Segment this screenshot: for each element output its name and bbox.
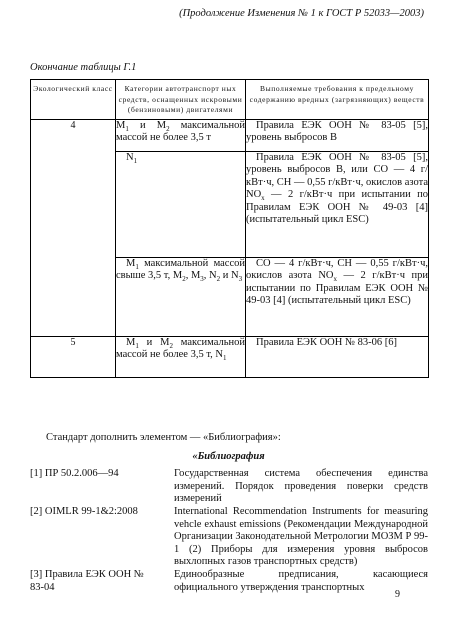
emission-class-table <box>30 79 429 378</box>
category-cell: $M_1$ и $M_2$ максимальной массой не более 3,5 т <box>116 119 246 151</box>
eco-class-cell: 4 <box>31 119 116 336</box>
requirement-cell: СО — 4 г/кВт·ч, СН — 0,55 г/кВт·ч, окислов азота $NO_x$ — 2 г/кВт·ч при испытании по Правилам ЕЭК ООН № 49-03 [4] (испытательный цикл ESC) <box>246 257 429 336</box>
reference-text: Государственная система обеспечения единства измерений. Порядок проведения поверки средств измерений <box>174 468 428 504</box>
bibliography-intro: Стандарт дополнить элементом — «Библиография»: <box>46 432 281 443</box>
reference-label: [1] ПР 50.2.006—94 <box>30 468 119 479</box>
category-cell: $N_1$ <box>116 151 246 257</box>
requirement-cell: Правила ЕЭК ООН № 83-05 [5], уровень выбросов В, или СО — 4 г/кВт·ч, СН — 0,55 г/кВт·ч, окислов азота $NO_x$ — 2 г/кВт·ч при испытании по Правилам ЕЭК ООН № 49-03 [4] (испытательный цикл ESC) <box>246 151 429 257</box>
table-continuation-title: Окончание таблицы Г.1 <box>30 62 137 73</box>
requirement-cell: Правила ЕЭК ООН № 83-05 [5], уровень выбросов В <box>246 119 429 151</box>
table-row <box>31 119 429 151</box>
eco-class-cell: 5 <box>31 336 116 377</box>
reference-text: International Recommendation Instruments for measuring vehcle exhaust emissions (Рекомендации Международной Организации Законодательной Метрологии МОЗМ Р 99-1 (2) Приборы для измерения уровня выбросов выхлопных газов транспортных средств) <box>174 506 428 567</box>
category-cell: $M_1$ и $M_2$ максимальной массой не более 3,5 т, $N_1$ <box>116 336 246 377</box>
table-header-row <box>31 80 429 120</box>
reference-label: [3] Правила ЕЭК ООН № 83-04 <box>30 569 144 593</box>
category-cell: $M_1$ максимальной массой свыше 3,5 т, $M_2$, $M_3$, $N_2$ и $N_3$ <box>116 257 246 336</box>
page-number: 9 <box>395 589 400 600</box>
bibliography-title: «Библиография <box>192 451 265 462</box>
requirement-cell: Правила ЕЭК ООН № 83-06 [6] <box>246 336 429 377</box>
header-vehicle-category: Категории автотранспорт ных средств, оснащенных искровыми (бензиновыми) двигателями <box>116 80 246 120</box>
document-header: (Продолжение Изменения № 1 к ГОСТ Р 52033—2003) <box>179 8 424 19</box>
header-requirements: Выполняемые требования к предельному содержанию вредных (загрязняющих) веществ <box>246 80 429 120</box>
table-row <box>31 336 429 377</box>
header-eco-class: Экологический класс <box>31 80 116 120</box>
reference-label: [2] OIMLR 99-1&2:2008 <box>30 506 138 517</box>
reference-text: Единообразные предписания, касающиеся официального утверждения транспортных <box>174 569 428 593</box>
